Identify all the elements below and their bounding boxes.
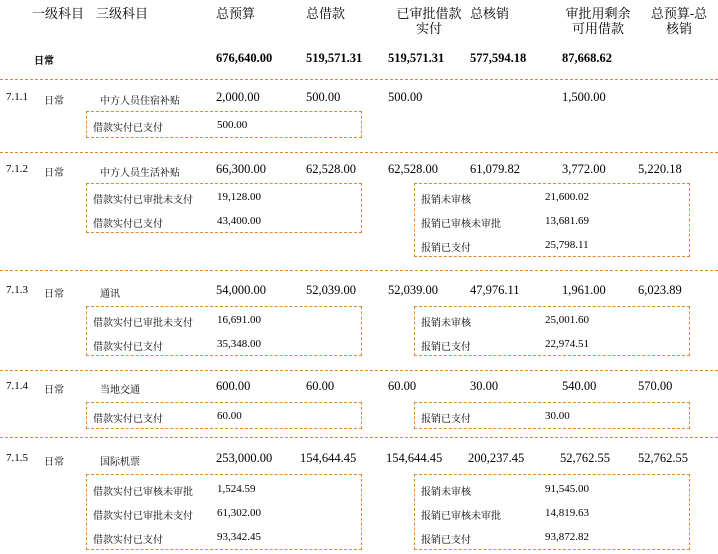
detail-label: 报销已支付 xyxy=(421,243,471,254)
detail-label: 借款实付已审批未支付 xyxy=(93,195,193,206)
header-remaining-loan: 审批用剩余 可用借款 xyxy=(565,6,631,36)
row-separator xyxy=(0,370,718,371)
detail-label: 报销已支付 xyxy=(421,342,471,353)
row-loan: 60.00 xyxy=(306,379,335,393)
row-approved: 60.00 xyxy=(388,379,417,393)
header-total-writeoff: 总核销 xyxy=(470,6,510,21)
row-approved: 154,644.45 xyxy=(386,451,443,465)
row-separator xyxy=(0,152,718,153)
loan-detail-box xyxy=(86,306,362,356)
detail-value: 22,974.51 xyxy=(545,338,589,350)
row-writeoff: 30.00 xyxy=(470,379,499,393)
loan-detail-box xyxy=(86,402,362,429)
detail-value: 91,545.00 xyxy=(545,483,589,495)
detail-value: 43,400.00 xyxy=(217,215,261,227)
row-approved: 62,528.00 xyxy=(388,162,438,176)
row-budget: 2,000.00 xyxy=(216,90,260,104)
detail-value: 13,681.69 xyxy=(545,215,589,227)
summary-loan: 519,571.31 xyxy=(306,51,363,65)
row-separator xyxy=(0,270,718,271)
row-writeoff: 47,976.11 xyxy=(470,283,520,297)
loan-detail-box xyxy=(86,183,362,233)
loan-detail-box xyxy=(86,111,362,138)
detail-value: 61,302.00 xyxy=(217,507,261,519)
header-level1-subject: 一级科目 xyxy=(32,6,85,21)
row-category: 日常 xyxy=(44,457,64,468)
detail-label: 报销未审核 xyxy=(421,318,471,329)
detail-label: 借款实付已审批未支付 xyxy=(93,511,193,522)
row-subject: 国际机票 xyxy=(100,457,140,468)
row-id: 7.1.5 xyxy=(6,452,28,464)
row-remaining: 540.00 xyxy=(562,379,597,393)
detail-label: 报销已支付 xyxy=(421,535,471,546)
writeoff-detail-box xyxy=(414,183,690,257)
row-diff: 52,762.55 xyxy=(638,451,688,465)
row-subject: 中方人员生活补贴 xyxy=(100,168,180,179)
summary-approved: 519,571.31 xyxy=(388,51,445,65)
row-budget: 54,000.00 xyxy=(216,283,266,297)
row-category: 日常 xyxy=(44,96,64,107)
header-level3-subject: 三级科目 xyxy=(96,6,149,21)
detail-value: 1,524.59 xyxy=(217,483,256,495)
detail-label: 报销已支付 xyxy=(421,414,471,425)
summary-remaining: 87,668.62 xyxy=(562,51,612,65)
row-loan: 62,528.00 xyxy=(306,162,356,176)
row-id: 7.1.1 xyxy=(6,91,28,103)
detail-label: 借款实付已审核未审批 xyxy=(93,487,193,498)
writeoff-detail-box xyxy=(414,402,690,429)
row-remaining: 1,961.00 xyxy=(562,283,606,297)
row-category: 日常 xyxy=(44,385,64,396)
detail-value: 35,348.00 xyxy=(217,338,261,350)
detail-value: 93,342.45 xyxy=(217,531,261,543)
summary-budget: 676,640.00 xyxy=(216,51,273,65)
row-subject: 中方人员住宿补贴 xyxy=(100,96,180,107)
detail-label: 报销未审核 xyxy=(421,195,471,206)
detail-label: 报销已审核未审批 xyxy=(421,511,501,522)
row-budget: 253,000.00 xyxy=(216,451,273,465)
row-budget: 66,300.00 xyxy=(216,162,266,176)
row-loan: 154,644.45 xyxy=(300,451,357,465)
row-id: 7.1.2 xyxy=(6,163,28,175)
row-separator xyxy=(0,437,718,438)
row-category: 日常 xyxy=(44,289,64,300)
row-approved: 500.00 xyxy=(388,90,423,104)
detail-value: 19,128.00 xyxy=(217,191,261,203)
row-writeoff: 200,237.45 xyxy=(468,451,525,465)
row-category: 日常 xyxy=(44,168,64,179)
detail-label: 借款实付已支付 xyxy=(93,414,163,425)
header-approved-loan-paid: 已审批借款 实付 xyxy=(396,6,462,36)
header-total-loan: 总借款 xyxy=(306,6,346,21)
row-subject: 通讯 xyxy=(100,289,120,300)
row-loan: 52,039.00 xyxy=(306,283,356,297)
row-loan: 500.00 xyxy=(306,90,341,104)
detail-label: 报销未审核 xyxy=(421,487,471,498)
detail-value: 16,691.00 xyxy=(217,314,261,326)
summary-writeoff: 577,594.18 xyxy=(470,51,527,65)
row-writeoff: 61,079.82 xyxy=(470,162,520,176)
detail-value: 30.00 xyxy=(545,410,570,422)
row-budget: 600.00 xyxy=(216,379,251,393)
writeoff-detail-box xyxy=(414,474,690,550)
detail-value: 25,798.11 xyxy=(545,239,589,251)
row-id: 7.1.3 xyxy=(6,284,28,296)
row-subject: 当地交通 xyxy=(100,385,140,396)
detail-label: 借款实付已支付 xyxy=(93,123,163,134)
row-diff: 5,220.18 xyxy=(638,162,682,176)
detail-label: 借款实付已支付 xyxy=(93,535,163,546)
header-total-budget: 总预算 xyxy=(216,6,256,21)
summary-label: 日常 xyxy=(34,56,54,67)
detail-value: 500.00 xyxy=(217,119,248,131)
detail-label: 借款实付已支付 xyxy=(93,219,163,230)
detail-label: 借款实付已审批未支付 xyxy=(93,318,193,329)
row-diff: 570.00 xyxy=(638,379,673,393)
detail-value: 25,001.60 xyxy=(545,314,589,326)
row-approved: 52,039.00 xyxy=(388,283,438,297)
detail-value: 60.00 xyxy=(217,410,242,422)
writeoff-detail-box xyxy=(414,306,690,356)
row-id: 7.1.4 xyxy=(6,380,28,392)
row-remaining: 52,762.55 xyxy=(560,451,610,465)
detail-value: 14,819.63 xyxy=(545,507,589,519)
row-remaining: 1,500.00 xyxy=(562,90,606,104)
row-remaining: 3,772.00 xyxy=(562,162,606,176)
detail-label: 借款实付已支付 xyxy=(93,342,163,353)
detail-value: 21,600.02 xyxy=(545,191,589,203)
detail-label: 报销已审核未审批 xyxy=(421,219,501,230)
loan-detail-box xyxy=(86,474,362,550)
header-budget-minus-writeoff: 总预算-总 核销 xyxy=(650,6,708,36)
row-diff: 6,023.89 xyxy=(638,283,682,297)
row-separator xyxy=(0,79,718,80)
detail-value: 93,872.82 xyxy=(545,531,589,543)
